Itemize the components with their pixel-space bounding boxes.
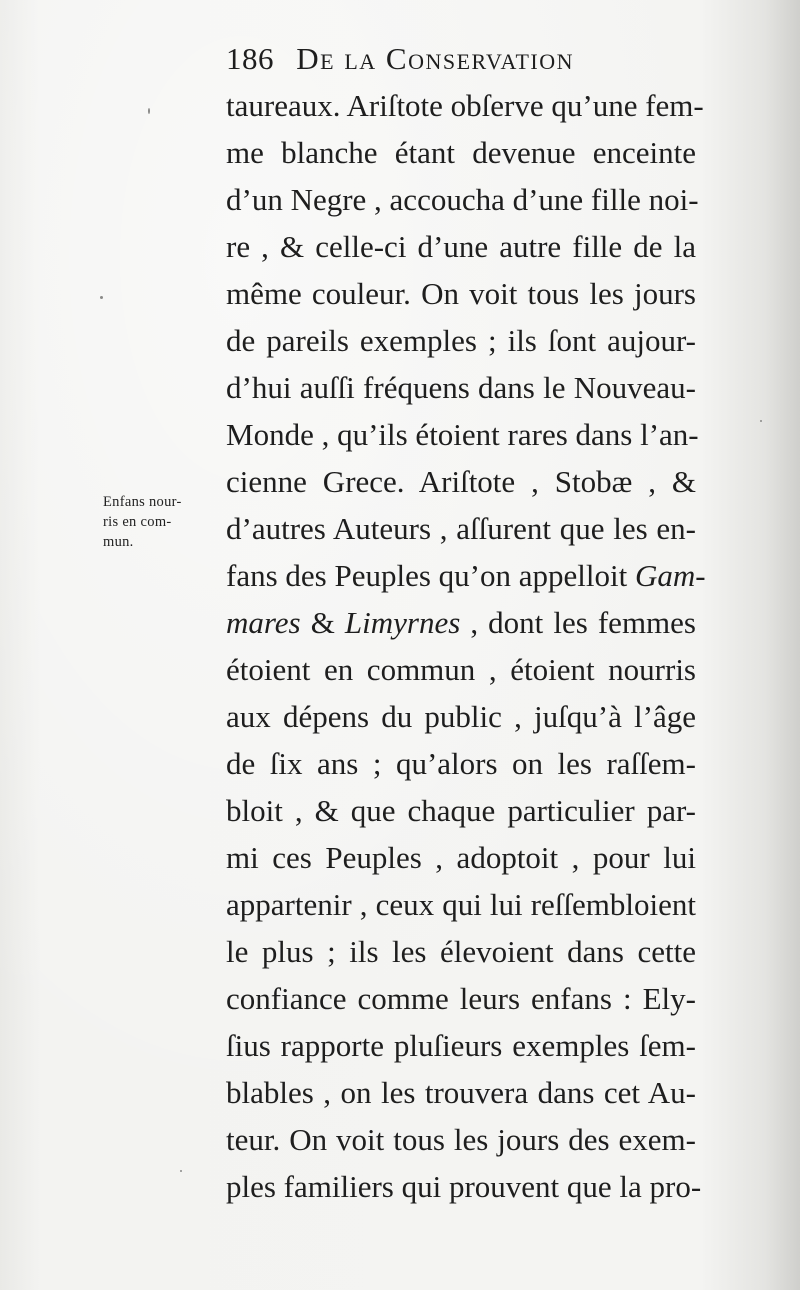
body-text (226, 82, 706, 1210)
italic-term: Gam- (634, 558, 706, 593)
text-fragment: , dont les femmes (460, 605, 696, 640)
margin-note (103, 492, 209, 552)
text-line: étoient en commun , étoient nourris (226, 652, 696, 687)
text-line: d’autres Auteurs , aſſurent que les en- (226, 511, 696, 546)
text-line: me blanche étant devenue enceinte (226, 135, 696, 170)
text-fragment: fans des Peuples qu’on appelloit (226, 558, 635, 593)
text-line-italic-gammares (226, 552, 706, 599)
text-line: même couleur. On voit tous les jours (226, 276, 696, 311)
margin-note-line: ris en com- (103, 514, 172, 530)
text-line: ples familiers qui prouvent que la pro- (226, 1169, 702, 1204)
text-line: d’hui auſſi fréquens dans le Nouveau- (226, 370, 696, 405)
text-line: de pareils exemples ; ils ſont aujour- (226, 323, 696, 358)
text-line: le plus ; ils les élevoient dans cette (226, 934, 696, 969)
page-number: 186 (226, 41, 274, 76)
text-line-italic-limyrnes (226, 599, 696, 646)
text-line: teur. On voit tous les jours des exem- (226, 1122, 696, 1157)
running-head (226, 36, 646, 82)
text-line: mi ces Peuples , adoptoit , pour lui (226, 840, 696, 875)
margin-note-line: Enfans nour- (103, 494, 182, 510)
text-line: re , & celle-ci d’une autre fille de la (226, 229, 696, 264)
text-line: cienne Grece. Ariſtote , Stobæ , & (226, 464, 696, 499)
italic-term: mares (226, 605, 301, 640)
text-line: appartenir , ceux qui lui reſſembloient (226, 887, 696, 922)
text-line: taureaux. Ariſtote obſerve qu’une fem- (226, 88, 704, 123)
text-line: de ſix ans ; qu’alors on les raſſem- (226, 746, 696, 781)
margin-note-line: mun. (103, 534, 134, 550)
text-line: bloit , & que chaque particulier par- (226, 793, 696, 828)
text-line: ſius rapporte pluſieurs exemples ſem- (226, 1028, 696, 1063)
running-title: De la Conservation (296, 41, 574, 76)
italic-term: Limyrnes (344, 605, 461, 640)
text-line: blables , on les trouvera dans cet Au- (226, 1075, 696, 1110)
text-line: confiance comme leurs enfans : Ely- (226, 981, 696, 1016)
text-line: d’un Negre , accoucha d’une fille noi- (226, 182, 699, 217)
text-fragment: & (300, 605, 345, 640)
text-line: Monde , qu’ils étoient rares dans l’an- (226, 417, 699, 452)
text-line: aux dépens du public , juſqu’à l’âge (226, 699, 696, 734)
